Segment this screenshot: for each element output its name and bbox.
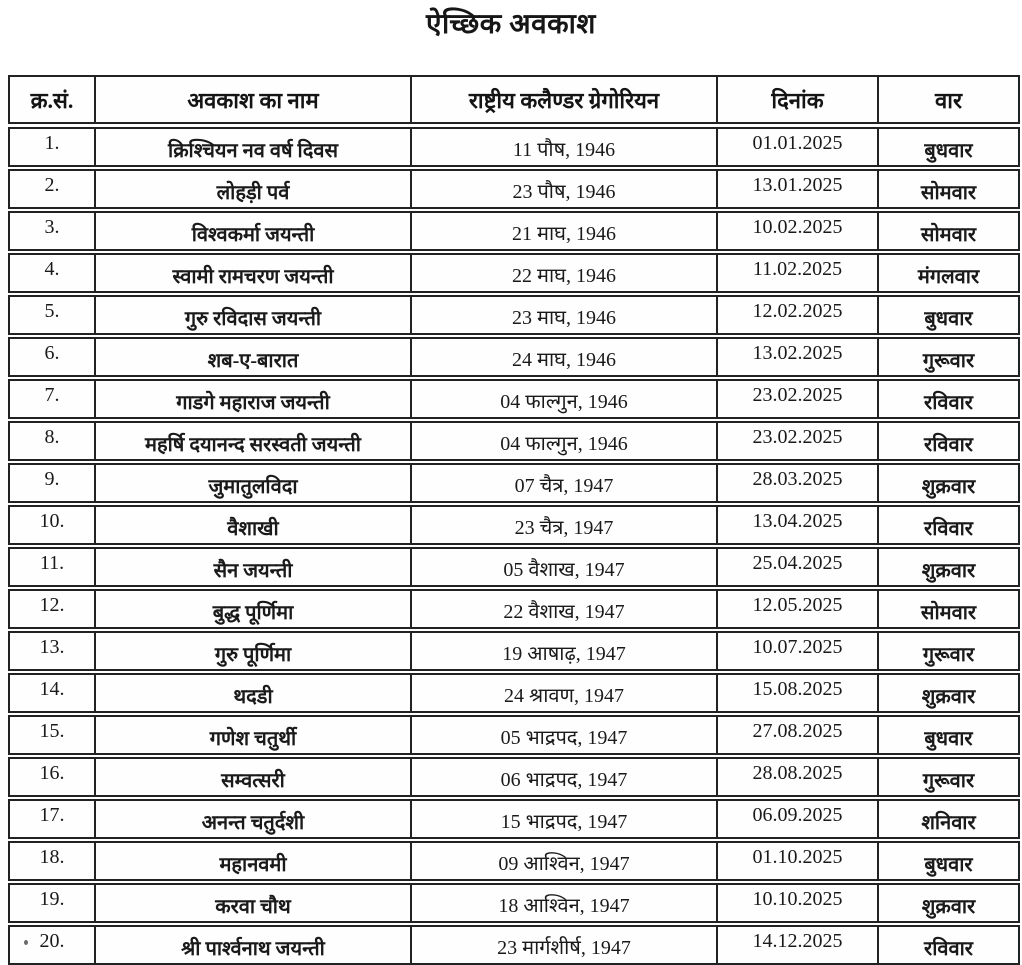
- national-calendar-cell: 23 माघ, 1946: [410, 297, 716, 333]
- gregorian-date-cell: 01.10.2025: [716, 843, 877, 879]
- serial-number-cell: 4.: [44, 258, 60, 280]
- holiday-name-cell: थदडी: [94, 675, 410, 711]
- serial-number-cell: 3.: [44, 216, 60, 238]
- serial-number-cell: 9.: [44, 468, 60, 490]
- serial-number-cell: 14.: [39, 678, 65, 700]
- serial-number-cell: 16.: [39, 762, 65, 784]
- holiday-name-cell: गुरु रविदास जयन्ती: [94, 297, 410, 333]
- national-calendar-cell: 23 चैत्र, 1947: [410, 507, 716, 543]
- national-calendar-cell: 23 पौष, 1946: [410, 171, 716, 207]
- optional-holidays-table: [8, 75, 1020, 965]
- table-row: [8, 421, 1020, 461]
- table-row: [8, 841, 1020, 881]
- holiday-name-cell: महर्षि दयानन्द सरस्वती जयन्ती: [94, 423, 410, 459]
- gregorian-date-cell: 11.02.2025: [716, 255, 877, 291]
- table-row: [8, 379, 1020, 419]
- weekday-cell: रविवार: [877, 507, 1018, 543]
- gregorian-date-cell: 06.09.2025: [716, 801, 877, 837]
- header-weekday: वार: [877, 77, 1018, 122]
- national-calendar-cell: 24 माघ, 1946: [410, 339, 716, 375]
- gregorian-date-cell: 10.02.2025: [716, 213, 877, 249]
- national-calendar-cell: 09 आश्विन, 1947: [410, 843, 716, 879]
- serial-number-cell: 6.: [44, 342, 60, 364]
- serial-number-cell: 11.: [39, 552, 65, 574]
- header-holiday-name: अवकाश का नाम: [94, 77, 410, 122]
- table-row: [8, 715, 1020, 755]
- national-calendar-cell: 04 फाल्गुन, 1946: [410, 423, 716, 459]
- national-calendar-cell: 07 चैत्र, 1947: [410, 465, 716, 501]
- table-row: [8, 883, 1020, 923]
- gregorian-date-cell: 10.10.2025: [716, 885, 877, 921]
- holiday-name-cell: शब-ए-बारात: [94, 339, 410, 375]
- table-row: [8, 253, 1020, 293]
- table-row: [8, 295, 1020, 335]
- table-body: [8, 127, 1020, 965]
- holiday-name-cell: गुरु पूर्णिमा: [94, 633, 410, 669]
- weekday-cell: बुधवार: [877, 717, 1018, 753]
- holiday-name-cell: स्वामी रामचरण जयन्ती: [94, 255, 410, 291]
- serial-number-cell: 8.: [44, 426, 60, 448]
- holiday-name-cell: बुद्ध पूर्णिमा: [94, 591, 410, 627]
- gregorian-date-cell: 13.01.2025: [716, 171, 877, 207]
- serial-number-cell: 20.: [39, 930, 65, 952]
- table-row: [8, 463, 1020, 503]
- weekday-cell: शुक्रवार: [877, 885, 1018, 921]
- header-serial-number: क्र.सं.: [30, 87, 74, 113]
- national-calendar-cell: 22 माघ, 1946: [410, 255, 716, 291]
- weekday-cell: शनिवार: [877, 801, 1018, 837]
- weekday-cell: रविवार: [877, 927, 1018, 963]
- serial-number-cell: 17.: [39, 804, 65, 826]
- table-row: [8, 547, 1020, 587]
- weekday-cell: शुक्रवार: [877, 465, 1018, 501]
- holiday-name-cell: जुमातुलविदा: [94, 465, 410, 501]
- gregorian-date-cell: 01.01.2025: [716, 129, 877, 165]
- serial-number-cell: 10.: [39, 510, 65, 532]
- table-row: [8, 505, 1020, 545]
- weekday-cell: रविवार: [877, 381, 1018, 417]
- serial-number-cell: 15.: [39, 720, 65, 742]
- serial-number-cell: 18.: [39, 846, 65, 868]
- weekday-cell: गुरूवार: [877, 633, 1018, 669]
- gregorian-date-cell: 28.03.2025: [716, 465, 877, 501]
- national-calendar-cell: 05 वैशाख, 1947: [410, 549, 716, 585]
- page-title: ऐच्छिक अवकाश: [426, 9, 596, 40]
- holiday-name-cell: लोहड़ी पर्व: [94, 171, 410, 207]
- weekday-cell: शुक्रवार: [877, 675, 1018, 711]
- holiday-name-cell: महानवमी: [94, 843, 410, 879]
- serial-number-cell: 12.: [39, 594, 65, 616]
- national-calendar-cell: 23 मार्गशीर्ष, 1947: [410, 927, 716, 963]
- serial-number-cell: 13.: [39, 636, 65, 658]
- national-calendar-cell: 05 भाद्रपद, 1947: [410, 717, 716, 753]
- header-date: दिनांक: [716, 77, 877, 122]
- table-row: [8, 169, 1020, 209]
- weekday-cell: बुधवार: [877, 129, 1018, 165]
- gregorian-date-cell: 15.08.2025: [716, 675, 877, 711]
- national-calendar-cell: 24 श्रावण, 1947: [410, 675, 716, 711]
- table-row: [8, 127, 1020, 167]
- table-row: [8, 631, 1020, 671]
- header-national-calendar: राष्ट्रीय कलैण्डर ग्रेगोरियन: [410, 77, 716, 122]
- gregorian-date-cell: 12.02.2025: [716, 297, 877, 333]
- national-calendar-cell: 18 आश्विन, 1947: [410, 885, 716, 921]
- scan-artifact: [24, 940, 28, 945]
- weekday-cell: सोमवार: [877, 171, 1018, 207]
- weekday-cell: गुरूवार: [877, 339, 1018, 375]
- gregorian-date-cell: 25.04.2025: [716, 549, 877, 585]
- national-calendar-cell: 21 माघ, 1946: [410, 213, 716, 249]
- serial-number-cell: 2.: [44, 174, 60, 196]
- holiday-name-cell: सम्वत्सरी: [94, 759, 410, 795]
- table-row: [8, 589, 1020, 629]
- national-calendar-cell: 22 वैशाख, 1947: [410, 591, 716, 627]
- gregorian-date-cell: 14.12.2025: [716, 927, 877, 963]
- holiday-name-cell: वैशाखी: [94, 507, 410, 543]
- table-row: [8, 925, 1020, 965]
- weekday-cell: सोमवार: [877, 213, 1018, 249]
- gregorian-date-cell: 13.02.2025: [716, 339, 877, 375]
- gregorian-date-cell: 10.07.2025: [716, 633, 877, 669]
- national-calendar-cell: 11 पौष, 1946: [410, 129, 716, 165]
- gregorian-date-cell: 27.08.2025: [716, 717, 877, 753]
- serial-number-cell: 1.: [44, 132, 60, 154]
- serial-number-cell: 19.: [39, 888, 65, 910]
- table-header-row: [8, 75, 1020, 124]
- holiday-name-cell: अनन्त चतुर्दशी: [94, 801, 410, 837]
- holiday-name-cell: गाडगे महाराज जयन्ती: [94, 381, 410, 417]
- serial-number-cell: 7.: [44, 384, 60, 406]
- gregorian-date-cell: 23.02.2025: [716, 381, 877, 417]
- weekday-cell: सोमवार: [877, 591, 1018, 627]
- weekday-cell: शुक्रवार: [877, 549, 1018, 585]
- gregorian-date-cell: 12.05.2025: [716, 591, 877, 627]
- table-row: [8, 757, 1020, 797]
- weekday-cell: मंगलवार: [877, 255, 1018, 291]
- holiday-name-cell: श्री पार्श्वनाथ जयन्ती: [94, 927, 410, 963]
- holiday-name-cell: गणेश चतुर्थी: [94, 717, 410, 753]
- holiday-name-cell: सैन जयन्ती: [94, 549, 410, 585]
- national-calendar-cell: 06 भाद्रपद, 1947: [410, 759, 716, 795]
- weekday-cell: बुधवार: [877, 843, 1018, 879]
- table-row: [8, 673, 1020, 713]
- weekday-cell: गुरूवार: [877, 759, 1018, 795]
- serial-number-cell: 5.: [44, 300, 60, 322]
- gregorian-date-cell: 13.04.2025: [716, 507, 877, 543]
- gregorian-date-cell: 23.02.2025: [716, 423, 877, 459]
- weekday-cell: रविवार: [877, 423, 1018, 459]
- gregorian-date-cell: 28.08.2025: [716, 759, 877, 795]
- table-row: [8, 337, 1020, 377]
- table-row: [8, 211, 1020, 251]
- national-calendar-cell: 04 फाल्गुन, 1946: [410, 381, 716, 417]
- table-row: [8, 799, 1020, 839]
- holiday-name-cell: क्रिश्चियन नव वर्ष दिवस: [94, 129, 410, 165]
- holiday-name-cell: करवा चौथ: [94, 885, 410, 921]
- national-calendar-cell: 15 भाद्रपद, 1947: [410, 801, 716, 837]
- holiday-name-cell: विश्वकर्मा जयन्ती: [94, 213, 410, 249]
- national-calendar-cell: 19 आषाढ़, 1947: [410, 633, 716, 669]
- weekday-cell: बुधवार: [877, 297, 1018, 333]
